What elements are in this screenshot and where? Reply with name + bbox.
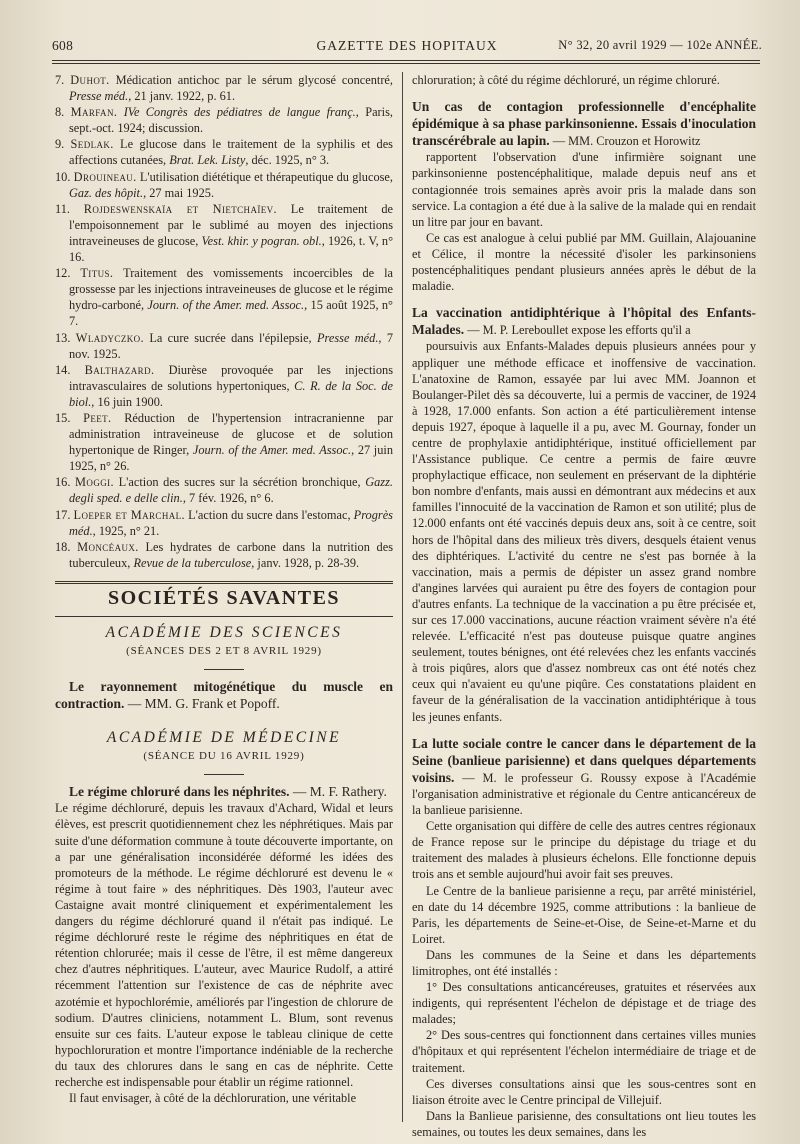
reference-item — [55, 265, 393, 329]
reference-detail: , 1925, n° 21. — [92, 523, 160, 538]
reference-item — [55, 136, 393, 168]
reference-number: 17. — [55, 507, 71, 522]
reference-detail: , 16 juin 1900. — [91, 394, 163, 409]
reference-detail: , 1926, t. V, n° 16. — [69, 233, 394, 265]
article-paragraph: Le Centre de la banlieue parisienne a reçu, par arrêté ministériel, en date du 14 décembre 1925, comme attributions : la banlieue de Paris, les départements de Seine-et-Oise, de Seine-et-Marne et du Loiret. — [412, 883, 756, 946]
reference-title: Médication antichoc par le sérum glycosé concentré, — [109, 73, 393, 87]
continuation-text: chloruration; à côté du régime déchloruré, un régime chloruré. — [412, 73, 720, 87]
article-heading — [55, 783, 393, 800]
article-paragraph: Ces diverses consultations ainsi que les sous-centres sont en liaison étroite avec le Centre principal de Villejuif. — [412, 1076, 756, 1107]
reference-number: 8. — [55, 105, 65, 120]
reference-item — [55, 410, 393, 474]
reference-number: 11. — [55, 201, 70, 216]
article-authors: — MM. Crouzon et Horowitz — [549, 134, 701, 149]
article-authors: — M. le professeur G. Roussy expose à l'Académie l'organisation administrative et régionale du Centre anticancéreux de la banlieue parisienne. — [412, 770, 756, 818]
issue-info: N° 32, 20 avril 1929 — 102e ANNÉE. — [558, 38, 762, 52]
reference-item — [55, 169, 393, 201]
reference-item — [55, 507, 393, 539]
reference-author: Titus. — [80, 266, 114, 281]
reference-title: Traitement des vomissements incoercibles de la grossesse par les injections intraveineuses de glucose et le régime hydro-carboné, — [69, 266, 393, 313]
journal-title: GAZETTE DES HOPITAUX — [316, 38, 498, 53]
article-paragraph: Dans la Banlieue parisienne, des consultations ont lieu toutes les semaines, ou toutes les deux semaines, dans les — [412, 1108, 756, 1139]
reference-source: C. R. de la Soc. de biol. — [69, 378, 393, 409]
section-title: SOCIÉTÉS SAVANTES — [55, 581, 393, 610]
reference-detail: , 27 juin 1925, n° 26. — [69, 443, 393, 474]
left-column — [55, 72, 393, 1106]
reference-detail: , 27 mai 1925. — [143, 185, 215, 200]
academie-medecine-session: (SÉANCE DU 16 AVRIL 1929) — [143, 750, 305, 763]
reference-title: Le traitement de l'empoisonnement par le sublimé au moyen des injections intraveineuses de glucose, — [69, 201, 393, 248]
reference-title: Réduction de l'hypertension intracranienne par administration intraveineuse de glucose et de solution hypertonique de Ringer, — [69, 410, 393, 458]
reference-number: 12. — [55, 266, 71, 281]
article-title: Un cas de contagion professionnelle d'encéphalite épidémique à sa phase parkinsonienne. Essais d'inoculation transcérébrale au lapin. — [412, 99, 756, 149]
reference-number: 10. — [55, 169, 71, 184]
column-divider — [402, 72, 403, 1122]
reference-author: Peet. — [83, 410, 112, 425]
reference-number: 13. — [55, 330, 71, 345]
reference-author: Moncéaux. — [77, 539, 139, 554]
reference-author: Marfan. — [70, 105, 118, 120]
reference-detail: , 7 fév. 1926, n° 6. — [182, 491, 274, 506]
reference-number: 15. — [55, 410, 71, 425]
article-authors: — M. F. Rathery. — [289, 784, 387, 800]
reference-item — [55, 362, 393, 410]
reference-author: Moggi. — [75, 475, 115, 490]
reference-number: 7. — [55, 73, 65, 87]
reference-source: Vest. khir. y pogran. obl. — [201, 233, 322, 248]
right-sections — [412, 88, 756, 1140]
article-authors: — M. P. Lereboullet expose les efforts qu'il a — [464, 323, 691, 338]
article-heading — [412, 304, 756, 338]
article-heading — [412, 735, 756, 818]
section-rule — [55, 616, 393, 617]
reference-source: Presse méd. — [316, 330, 379, 345]
reference-title: Les hydrates de carbone dans la nutrition des tuberculeux, — [69, 539, 393, 570]
reference-author: Loeper et Marchal. — [73, 507, 186, 522]
right-column — [412, 72, 756, 1140]
short-rule — [204, 774, 244, 775]
article-paragraph: rapportent l'observation d'une infirmière soignant une parkinsonienne postencéphalitique, malade depuis neuf ans et contagionnée trois semaines après avoir pris la malade dans son service. La contagion a été due à la salive de la malade qui en rendait un litre par jour en bavant. — [412, 150, 756, 229]
reference-title: L'action du sucre dans l'estomac, — [185, 507, 354, 522]
reference-author: Duhot. — [70, 73, 110, 87]
reference-author: Drouineau. — [73, 169, 137, 184]
article-title: Le rayonnement mitogénétique du muscle en contraction. — [55, 679, 393, 712]
article-title: La vaccination antidiphtérique à l'hôpital des Enfants-Malades. — [412, 305, 756, 338]
reference-title: La cure sucrée dans l'épilepsie, — [144, 330, 317, 345]
reference-source: Progrès méd. — [69, 507, 393, 538]
article-heading — [412, 98, 756, 149]
reference-author: Sedlak. — [70, 137, 114, 152]
short-rule — [204, 669, 244, 670]
reference-author: Wladyczko. — [75, 330, 144, 345]
reference-item — [55, 539, 393, 571]
article-paragraph: poursuivis aux Enfants-Malades depuis plusieurs années pour y appliquer une méthode efficace et inoffensive de vaccination. L'anatoxine de Ramon, essayée par lui avec MM. Joannon et Boulanger-Pilet dès sa découverte, lui a permis de vacciner, de 1924 à 1928, 17.000 enfants. Son action a été particulièrement intense depuis 1927, époque à laquelle il a pu, avec M. Gournay, fonder un centre de prophylaxie antidiphtérique, institué officiellement par l'Assistance publique. Ce centre a permis de faire œuvre prophylactique efficace, non seulement en préservant de la diphtérie bon nombre d'enfants, mais aussi en démontrant aux médecins et aux familles l'innocuité de la vaccination de Ramon et son utilité; plus de 12.000 enfants ont été vaccinés depuis deux ans, soit à ce centre, soit hors de l'hôpital dans des milieux très divers, desquels étaient venus des diphtériques. L'activité du centre ne s'est pas bornée à la vaccination, mais a permis de dépister un assez grand nombre d'angines larvées qui auraient pu être des foyers de contagion pour d'autres enfants. La technique de la vaccination a pu être précisée et, sur ces 17.000 vaccinations, aucune réaction vraiment sévère n'a été relevée. L'efficacité n'est pas douteuse puisque quatre angines seulement, toutes bénignes, ont été relevées chez les enfants vaccinés à trois piqûres, alors que d'assez nombreux cas ont été notés chez ceux qui n'avaient eu qu'une piqûre. Ces constatations plaident en faveur de la généralisation de la vaccination antidiphtérique à tous les jeunes enfants. — [412, 339, 756, 724]
reference-item — [55, 72, 393, 104]
reference-detail: , déc. 1925, n° 3. — [245, 153, 330, 168]
header-rule — [52, 60, 760, 61]
reference-item — [55, 474, 393, 506]
reference-source: Journ. of the Amer. med. Assoc. — [147, 298, 305, 313]
reference-source: Journ. of the Amer. med. Assoc. — [192, 443, 352, 458]
article-authors: — MM. G. Frank et Popoff. — [124, 696, 280, 712]
article-paragraph: Cette organisation qui diffère de celle des autres centres régionaux de France repose sur le principe du dépistage du triage et du traitement des malades à plusieurs échelons. Elle fonctionne depuis trois ans et semble aujourd'hui avoir fait ses preuves. — [412, 819, 756, 882]
article-paragraph: 2° Des sous-centres qui fonctionnent dans certaines villes munies d'hôpitaux et qui représentent l'échelon intermédiaire de triage et de traitement. — [412, 1028, 756, 1075]
article-body: Il faut envisager, à côté de la déchloruration, une véritable — [69, 1091, 357, 1106]
reference-detail: , janv. 1928, p. 28-39. — [251, 555, 360, 570]
reference-number: 16. — [55, 475, 71, 490]
page-number: 608 — [52, 38, 74, 53]
article-heading — [55, 678, 393, 712]
reference-source: Gazz. degli sped. e delle clin. — [69, 475, 393, 506]
reference-item — [55, 201, 393, 265]
academie-sciences-title: ACADÉMIE DES SCIENCES — [105, 624, 343, 641]
reference-item — [55, 104, 393, 136]
reference-source: Brat. Lek. Listy — [169, 153, 246, 168]
reference-title: L'action des sucres sur la sécrétion bronchique, — [114, 475, 366, 490]
reference-source: IVe Congrès des pédiatres de langue franç. — [123, 105, 356, 120]
article-paragraph: 1° Des consultations anticancéreuses, gratuites et réservées aux indigents, qui représentent l'échelon de dépistage et de triage des malades; — [412, 980, 756, 1027]
academie-sciences-session: (SÉANCES DES 2 ET 8 AVRIL 1929) — [126, 645, 322, 658]
article-paragraph: Ce cas est analogue à celui publié par MM. Guillain, Alajouanine et Célice, il montre la nécessité d'isoler les parkinsoniens postencéphalitiques pendant plusieurs années après le début de la maladie. — [412, 230, 756, 294]
article-paragraph: Dans les communes de la Seine et dans les départements limitrophes, ont été installés : — [412, 947, 756, 978]
reference-number: 9. — [55, 137, 65, 152]
article-title: La lutte sociale contre le cancer dans le département de la Seine (banlieue parisienne) et dans quelques départements voisins. — [412, 735, 756, 785]
reference-number: 14. — [55, 362, 71, 377]
reference-title: L'utilisation diététique et thérapeutique du glucose, — [136, 169, 393, 184]
reference-list — [55, 72, 393, 571]
header-rule-2 — [52, 63, 760, 64]
reference-source: Revue de la tuberculose — [133, 555, 252, 570]
reference-number: 18. — [55, 539, 71, 554]
reference-detail: , 21 janv. 1922, p. 61. — [128, 89, 236, 104]
reference-source: Gaz. des hôpit. — [69, 185, 144, 200]
page-header — [52, 36, 762, 58]
reference-detail: , 15 août 1925, n° 7. — [69, 298, 393, 329]
reference-source: Presse méd. — [69, 89, 129, 104]
reference-author: Balthazard. — [84, 362, 155, 377]
article-body: Le régime déchloruré, depuis les travaux d'Achard, Widal et leurs élèves, est prescrit quotidiennement chez les néphrétiques. Mais par suite d'une déformation commune à toute découverte importante, on a par une généralisation inconsidérée déformé les idées des promoteurs de la méthode. Le régime déchloruré est devenu le « régime à tout faire » des néphritiques. Dès 1903, l'auteur avec Castaigne avait montré cliniquement et expérimentalement les dangers du régime déchloruré quand il n'était pas indiqué. Le régime déchloruré reste le régime des néphritiques en état de rétention chlorurée; mais il cesse de l'être, il est même dangereux chez d'autres néphritiques. L'auteur, avec Maurice Rudolf, a attiré récemment l'attention sur l'existence de cas de néphrite avec azotémie et hypochlorémie, améliorés par l'ingestion de chlorure de sodium. D'autres cliniciens, notamment L. Blum, sont revenus ensuite sur ces faits. L'auteur expose le tableau clinique de cette hypochloruration et montre l'importance indéniable de la recherche du taux des chlorures dans le sang en cas de néphrite. Cette recherche est indispensable pour établir un régime rationnel. — [55, 801, 393, 1089]
reference-title: Le glucose dans le traitement de la syphilis et des affections cutanées, — [69, 137, 393, 168]
reference-detail: , 7 nov. 1925. — [69, 330, 394, 361]
reference-title: Diurèse provoquée par les injections intravasculaires de solutions hypertoniques, — [69, 362, 393, 393]
reference-detail: , Paris, sept.-oct. 1924; discussion. — [69, 105, 393, 136]
academie-medecine-title: ACADÉMIE DE MÉDECINE — [106, 729, 342, 747]
reference-item — [55, 330, 393, 362]
article-title: Le régime chloruré dans les néphrites. — [69, 784, 290, 800]
reference-author: Rojdeswenskaïa et Nietchaïev. — [83, 201, 278, 216]
